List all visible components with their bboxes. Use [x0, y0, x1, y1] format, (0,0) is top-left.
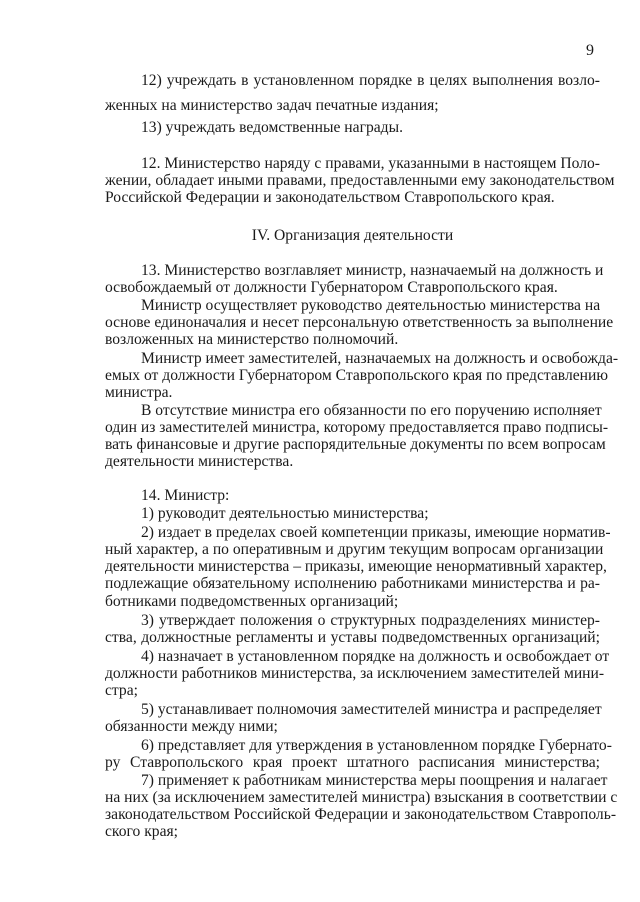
text-line: жении, обладает иными правами, предоставленными ему законодательством — [105, 172, 615, 189]
section-heading: IV. Организация деятельности — [251, 227, 454, 244]
text-line: Российской Федерации и законодательством Ставропольского края. — [105, 189, 555, 206]
text-line: 6) представляет для утверждения в установленном порядке Губернато- — [141, 737, 612, 754]
text-line: законодательством Российской Федерации и законодательством Ставрополь- — [105, 806, 617, 823]
text-line: ный характер, а по оперативным и другим текущим вопросам организации — [105, 541, 604, 558]
text-line: 7) применяет к работникам министерства меры поощрения и налагает — [141, 772, 608, 789]
text-line: 4) назначает в установленном порядке на должность и освобождает от — [141, 648, 610, 665]
text-line: 5) устанавливает полномочия заместителей министра и распределяет — [141, 701, 602, 718]
text-line: ства, должностные регламенты и уставы подведомственных организаций; — [105, 629, 600, 646]
text-line: подлежащие обязательному исполнению работниками министерства и ра- — [105, 575, 600, 592]
text-line: 12. Министерство наряду с правами, указанными в настоящем Поло- — [141, 155, 600, 172]
text-line: 13. Министерство возглавляет министр, назначаемый на должность и — [141, 262, 604, 279]
text-line: 14. Министр: — [141, 487, 230, 504]
text-line: Министр осуществляет руководство деятельностью министерства на — [141, 297, 601, 314]
text-line: на них (за исключением заместителей министра) взыскания в соответствии с — [105, 789, 618, 806]
text-line: должности работников министерства, за исключением заместителей мини- — [105, 665, 605, 682]
text-line: обязанности между ними; — [105, 718, 278, 735]
text-line: стра; — [105, 682, 138, 699]
text-line: деятельности министерства. — [105, 453, 294, 470]
text-line: 3) утверждает положения о структурных подразделениях министер- — [141, 612, 600, 629]
text-line: министра. — [105, 384, 173, 401]
text-line: ботниками подведомственных организаций; — [105, 593, 399, 610]
text-line: вать финансовые и другие распорядительные документы по всем вопросам — [105, 436, 606, 453]
text-line: 1) руководит деятельностью министерства; — [141, 505, 429, 522]
text-line: женных на министерство задач печатные издания; — [105, 97, 439, 114]
text-line: 12) учреждать в установленном порядке в целях выполнения возло- — [141, 72, 600, 89]
text-line: возложенных на министерство полномочий. — [105, 331, 399, 348]
text-line: ского края; — [105, 823, 179, 840]
text-line: освобождаемый от должности Губернатором Ставропольского края. — [105, 279, 558, 296]
text-line: емых от должности Губернатором Ставропольского края по представлению — [105, 367, 609, 384]
text-line: ру Ставропольского края проект штатного расписания министерства; — [105, 754, 600, 771]
text-line: основе единоначалия и несет персональную ответственность за выполнение — [105, 314, 614, 331]
text-line: один из заместителей министра, которому предоставляется право подписы- — [105, 419, 609, 436]
text-line: деятельности министерства – приказы, имеющие ненормативный характер, — [105, 558, 607, 575]
page-number: 9 — [586, 42, 594, 59]
text-line: 13) учреждать ведомственные награды. — [141, 119, 403, 136]
text-line: 2) издает в пределах своей компетенции приказы, имеющие норматив- — [141, 524, 611, 541]
text-line: В отсутствие министра его обязанности по его поручению исполняет — [141, 402, 602, 419]
text-line: Министр имеет заместителей, назначаемых на должность и освобожда- — [141, 350, 619, 367]
